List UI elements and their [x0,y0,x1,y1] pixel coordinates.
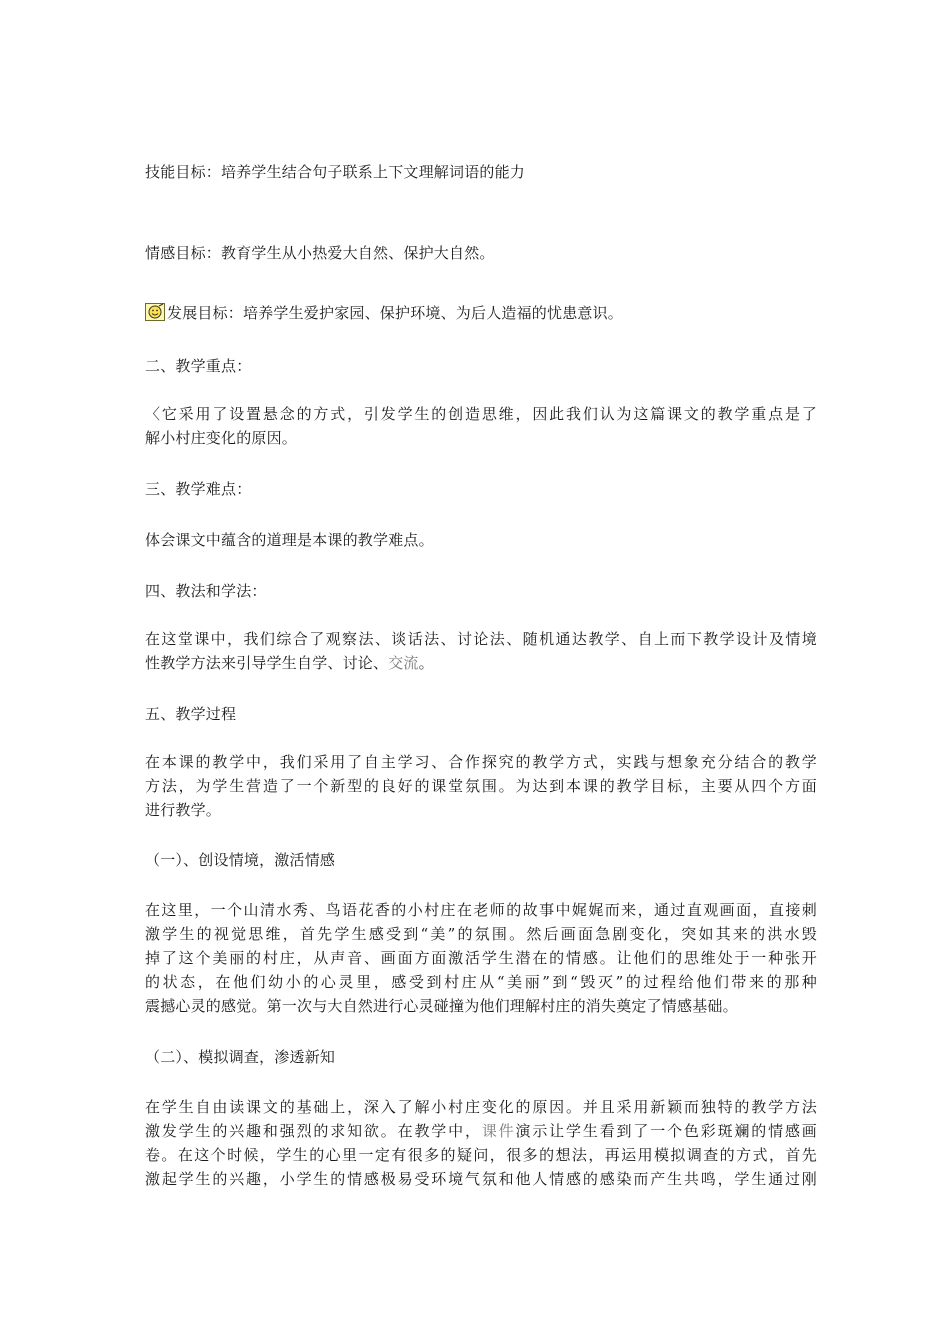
section-2-text: 演示让学生看到了一个色彩斑斓的情感画 [515,1122,817,1140]
heading-method: 四、教法和学法： [145,582,267,600]
section-1-paragraph [145,898,817,1018]
section-2-text: 激发学生的兴趣和强烈的求知欲。在教学中， [145,1122,482,1140]
section-1-line: 掉了这个美丽的村庄，从声音、画面方面激活学生潜在的情感。让他们的思维处于一种张开 [145,949,817,967]
development-goal-line [145,301,817,325]
method-text: 性教学方法来引导学生自学、讨论、 [145,654,389,672]
process-line: 进行教学。 [145,801,222,819]
emotion-goal: 情感目标：教育学生从小热爱大自然、保护大自然。 [145,244,495,262]
smiley-icon [145,303,165,321]
key-point-line: 解小村庄变化的原因。 [145,429,298,447]
development-goal: 发展目标：培养学生爱护家园、保护环境、为后人造福的忧患意识。 [167,304,624,322]
section-2-line: 在学生自由读课文的基础上，深入了解小村庄变化的原因。并且采用新颖而独特的教学方法 [145,1098,817,1116]
heading-difficulty: 三、教学难点： [145,480,252,498]
section-1-line: 震撼心灵的感觉。第一次与大自然进行心灵碰撞为他们理解村庄的消失奠定了情感基础。 [145,997,738,1015]
method-text: 。 [418,654,434,672]
exchange-link[interactable]: 交流 [388,654,419,672]
section-1-heading: （一）、创设情境，激活情感 [145,851,336,869]
courseware-link[interactable]: 课件 [481,1122,516,1140]
heading-key-point: 二、教学重点： [145,357,252,375]
process-line: 方法，为学生营造了一个新型的良好的课堂氛围。为达到本课的教学目标，主要从四个方面 [145,777,817,795]
method-paragraph [145,627,817,675]
process-paragraph [145,750,817,822]
section-2-line: 激起学生的兴趣，小学生的情感极易受环境气氛和他人情感的感染而产生共鸣，学生通过刚 [145,1170,817,1188]
method-line [145,651,817,675]
section-1-line: 在这里，一个山清水秀、鸟语花香的小村庄在老师的故事中娓娓而来，通过直观画面，直接刺 [145,901,817,919]
heading-process: 五、教学过程 [145,705,237,723]
section-2-heading: （二）、模拟调查，渗透新知 [145,1048,336,1066]
key-point-paragraph [145,402,817,450]
method-line: 在这堂课中，我们综合了观察法、谈话法、讨论法、随机通达教学、自上而下教学设计及情境 [145,630,817,648]
section-1-line: 的状态，在他们幼小的心灵里，感受到村庄从“美丽”到“毁灭”的过程给他们带来的那种 [145,973,817,991]
process-line: 在本课的教学中，我们采用了自主学习、合作探究的教学方式，实践与想象充分结合的教学 [145,753,817,771]
section-1-line: 激学生的视觉思维，首先学生感受到“美”的氛围。然后画面急剧变化，突如其来的洪水毁 [145,925,817,943]
section-2-paragraph [145,1095,817,1191]
skill-goal: 技能目标：培养学生结合句子联系上下文理解词语的能力 [145,163,526,181]
section-2-line [145,1119,817,1143]
section-2-line: 卷。在这个时候，学生的心里一定有很多的疑问，很多的想法，再运用模拟调查的方式，首先 [145,1146,817,1164]
difficulty-text: 体会课文中蕴含的道理是本课的教学难点。 [145,531,434,549]
key-point-line: 〈它采用了设置悬念的方式，引发学生的创造思维，因此我们认为这篇课文的教学重点是了 [145,405,817,423]
